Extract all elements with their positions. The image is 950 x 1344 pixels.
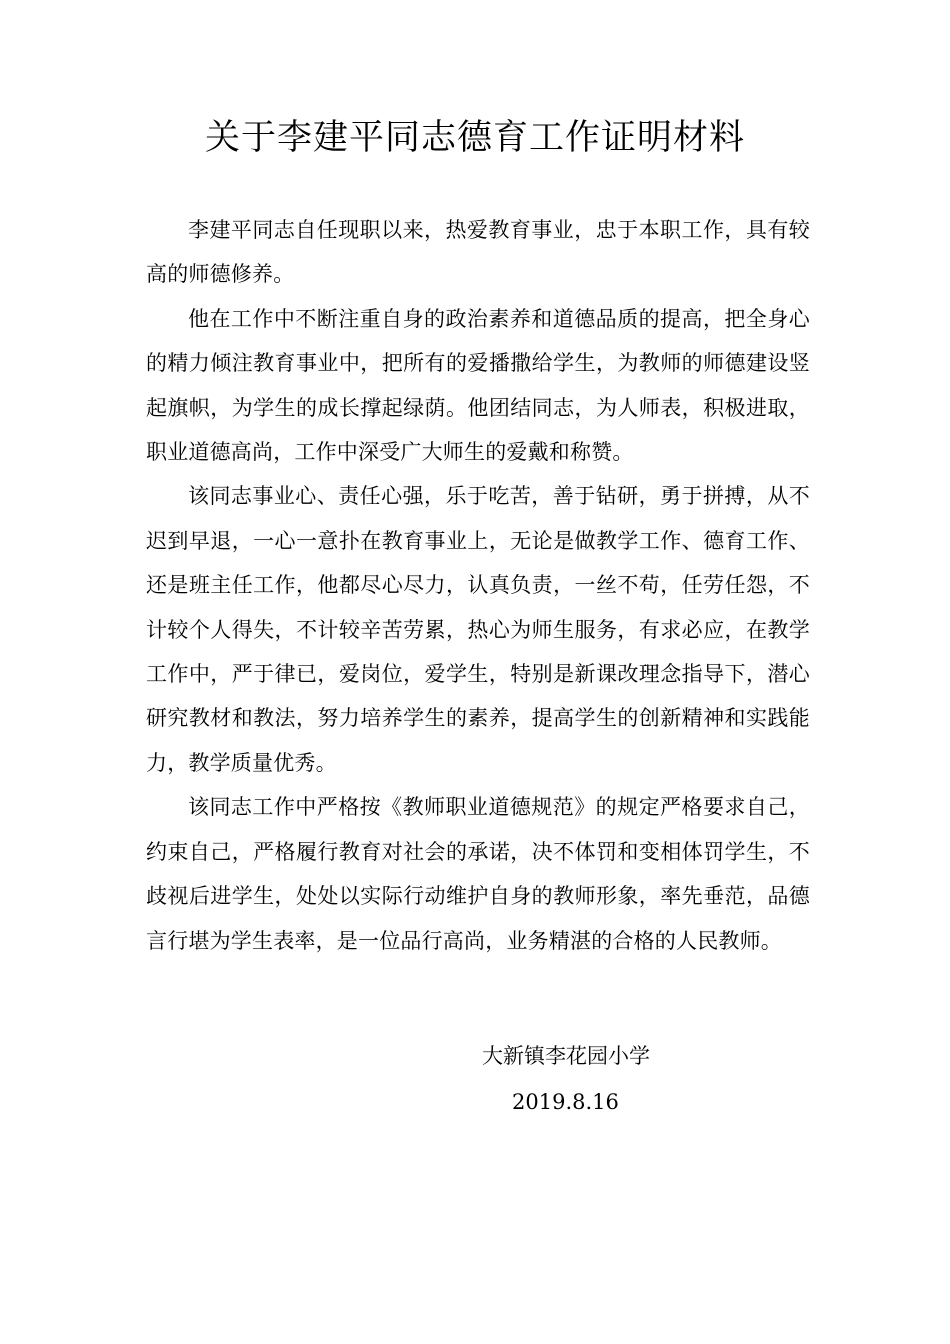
paragraph-1: 李建平同志自任现职以来，热爱教育事业，忠于本职工作，具有较高的师德修养。 [146,218,810,287]
signature-date: 2019.8.16 [512,1090,619,1114]
paragraph-4: 该同志工作中严格按《教师职业道德规范》的规定严格要求自己，约束自己，严格履行教育对社会的承诺，决不体罚和变相体罚学生，不歧视后进学生，处处以实际行动维护自身的教师形象，率先垂范，品德言行堪为学生表率，是一位品行高尚，业务精湛的合格的人民教师。 [146,795,810,953]
signature-school: 大新镇李花园小学 [482,1044,650,1068]
document-title: 关于李建平同志德育工作证明材料 [204,118,745,158]
paragraph-3: 该同志事业心、责任心强，乐于吃苦，善于钻研，勇于拼搏，从不迟到早退，一心一意扑在教育事业上，无论是做教学工作、德育工作、还是班主任工作，他都尽心尽力，认真负责，一丝不苟，任劳任怨，不计较个人得失，不计较辛苦劳累，热心为师生服务，有求必应，在教学工作中，严于律已，爱岗位，爱学生，特别是新课改理念指导下，潜心研究教材和教法，努力培养学生的素养，提高学生的创新精神和实践能力，教学质量优秀。 [146,484,810,775]
paragraph-2: 他在工作中不断注重自身的政治素养和道德品质的提高，把全身心的精力倾注教育事业中，把所有的爱播撒给学生，为教师的师德建设竖起旗帜，为学生的成长撑起绿荫。他团结同志，为人师表，积极进取，职业道德高尚，工作中深受广大师生的爱戴和称赞。 [146,306,810,465]
document-body [146,208,810,963]
